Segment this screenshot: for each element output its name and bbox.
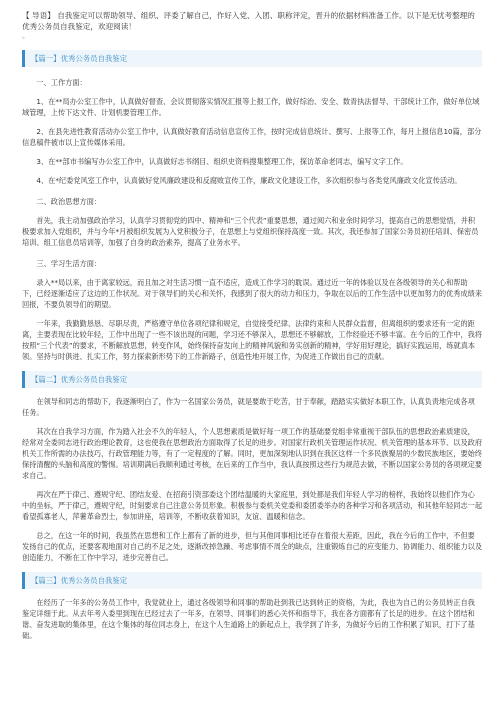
paragraph: 一年来，我勤勤恳恳、尽职尽责，严格遵守单位各项纪律和规定，自觉接受纪律、法律约束和人民群众监督，但离组织的要求还有一定的距离，主要表现在比较年轻，工作中出现了一些不该出现的问题，学习还不够深入，思想还不够解放，工作经验还不够丰富。在今后的工作中，我将按照“三个代表”的要求，不断解放思想，转变作风，始终保持奋发向上的精神风貌和务实创新的精神，学好用好理论，搞好实践运用，练就真本领。坚持与时俱进、扎实工作，努力探索新形势下的工作新路子，创造性地开展工作，为促进工作做出自己的贡献。 — [22, 319, 483, 361]
paragraph: 在领导和同志的帮助下，我逐渐明白了，作为一名国家公务员，就是要敢于吃苦，甘于奉献，踏踏实实做好本职工作，认真负责地完成各项任务。 — [22, 397, 475, 417]
intro-text: 【 导语】 自我鉴定可以帮助领导、组织、评委了解自己，作好入党、入团、职称评定，晋升的依据材料准备工作。以下是无忧考整理的优秀公务员自我鉴定，欢迎阅读！ — [22, 11, 475, 31]
paragraph: 2、在县先进性教育活动办公室工作中，认真做好教育活动信息宣传工作，按时完成信息统计、撰写、上报等工作，每月上报信息10篇，部分信息稿件被市以上宣传媒体采用。 — [22, 127, 482, 147]
section-content — [22, 597, 482, 641]
paragraph: 其次在自我学习方面，作为踏入社会不久的年轻人，个人思想素质是做好每一项工作的基础要党组非常重视干部队伍的思想政治素质建设，经常对全委同志进行政治理论教育，这也使我在思想政治方面取得了长足的进步。对国家行政机关管理运作状况、机关管理的基本环节、以及政府机关工作所需的办法技巧，行政管理能力等，有了一定程度的了解。同时，更加深刻地认识到在我区这样一个多民族聚居的少数民族地区，要始终保持清醒的头脑和高度的警惕。培训期满后我顺利通过考核，在后来的工作当中，我认真按照这些行为规范去做，不断以国家公务员的各项规定要求自己。 — [22, 427, 483, 480]
section-heading: 【篇一】优秀公务员自我鉴定 — [22, 50, 482, 67]
paragraph: 4、在*纪委党风室工作中，认真做好党风廉政建设和反腐败宣传工作，廉政文化建设工作，多次组织参与各类党风廉政文化宣传活动。 — [36, 176, 462, 185]
paragraph: 1、在**局办公室工作中，认真做好督查、会议贯彻落实情况汇报等上报工作，做好综治、安全、数青执法督导、干部统计工作，做好单位域域管理，上传下达文件、计划机要管理工作。 — [22, 97, 480, 117]
paragraph: 在经历了一年多的公务员工作中，我觉就业上，通过各级领导和同事的帮助赴到我已达到转正的资格，为此，我也为自己的公务员转正自我鉴定详细于此。从去年考入委里到现在已经过去了一年多，在领导、同事们的悉心关怀和指导下，我在各方面都有了长足的进步。在这个团结和谐、奋发进取的集体里，在这个集体的每位同志身上，在这个人生道路上的新起点上，我学到了许多，为做好今后的工作积累了知识，打下了基础。 — [22, 598, 475, 640]
paragraph: 录入**局以来，由于离家较远，而且加之对生活习惯一直不适应，造成工作学习的耽误。通过近一年的体验以及在各级领导的关心和帮助下，已经逐渐适应了这边的工作状况。对于领导们的关心和关怀，我感到了很大的动力和压力，争取在以后的工作生活中以更加努力的优秀成绩来回报，不要负领导们的期望。 — [22, 278, 483, 309]
article-sections — [0, 50, 504, 641]
paragraph: 再次在严于律己、遵规守纪、团结友爱、在招商引资部委这个团结温暖的大家庭里，到处都是我们年轻人学习的榜样，我始终以他们作为心中的坐标，严于律己，遵规守纪，时刻要求自己注意公务员形象。积极参与委机关党委和委团委举办的各种学习和各项活动，和其他年轻同志一起看望孤寡老人，萍薯革命烈士，参加讲座，培训等，不断收获着知识，友谊、温暖和信念。 — [22, 490, 483, 521]
paragraph: 二、政治思想方面： — [36, 197, 102, 206]
paragraph: 总之，在这一年的时间，我虽然在思想和工作上都有了新的进步，但与其他同事相比还存在着很大差距，因此，我在今后的工作中，不但要发扬自己的优点，还要客观地面对自己的不足之处，逐渐改掉急躁、考虑事情不周全的缺点，注重锻炼自己的应变能力、协调能力、组织能力以及创造能力，不断在工作中学习，进步完善自己。 — [22, 531, 483, 562]
section-heading: 【篇三】优秀公务员自我鉴定 — [22, 572, 482, 589]
paragraph: 3、在**部市书编写办公室工作中，认真做好志书纲目、组织史资料搜集整理工作，探访革命老同志，编写文字工作。 — [36, 157, 408, 166]
paragraph: 首先，我主动加强政治学习，认真学习贯彻党的四中、精神和“三个代表”重要思想，通过阅六和业余时间学习，提高自己的思想觉悟，并积极要求加入党组织，并与今年*月被组织发展为入党积极分子，在思想上与党组织保持高度一致。其次，我还参加了国家公务员初任培训、保密员培训、组工信息员培训等，加强了自身的政治素养，提高了业务水平。 — [22, 216, 479, 247]
paragraph: 一、工作方面： — [36, 78, 87, 87]
section-content — [22, 77, 482, 362]
intro-mark: 。 — [22, 32, 29, 40]
section-content — [22, 396, 482, 563]
section-heading: 【篇二】优秀公务员自我鉴定 — [22, 371, 482, 388]
paragraph: 三、学习生活方面： — [36, 259, 102, 268]
